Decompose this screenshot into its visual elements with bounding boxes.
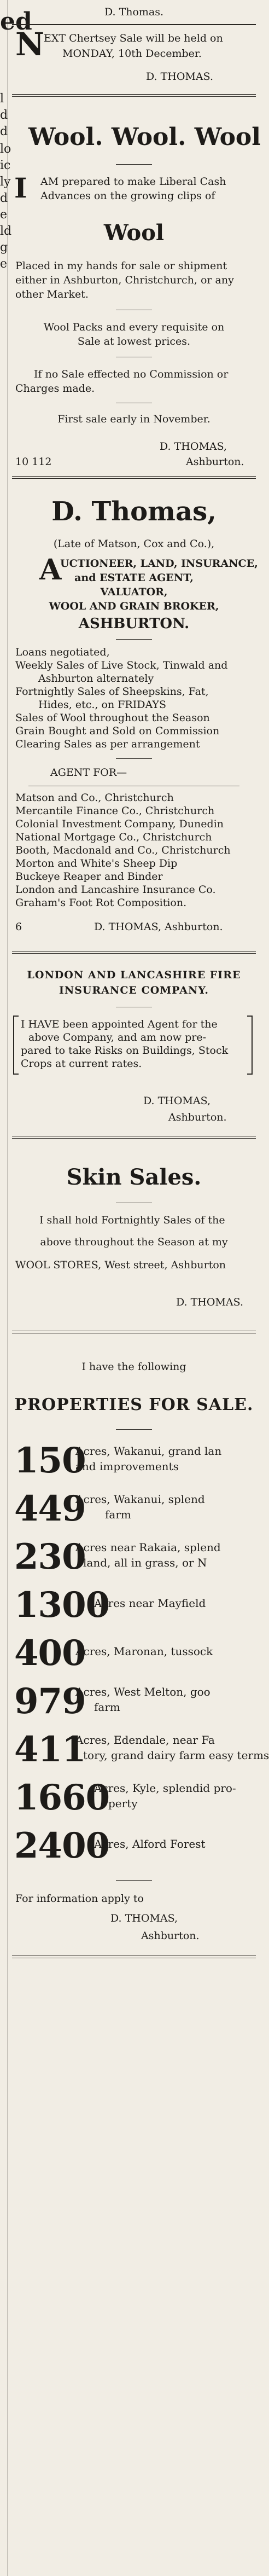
signature: D. THOMAS, <box>143 1095 211 1107</box>
signature: D. THOMAS, <box>160 440 227 452</box>
service-line: Clearing Sales as per arrangement <box>15 738 200 750</box>
property-desc: land, all in grass, or N <box>83 1556 207 1569</box>
notice-line: MONDAY, 10th December. <box>62 48 202 60</box>
ad-text-line: (Late of Matson, Cox and Co.), <box>53 538 215 550</box>
left-fragment: g <box>0 241 8 254</box>
ad-text-line: I shall hold Fortnightly Sales of the <box>39 1214 225 1226</box>
property-acres: 979 <box>14 1681 86 1722</box>
agency-line: Buckeye Reaper and Binder <box>15 871 163 883</box>
ad-text-line: either in Ashburton, Christchurch, or any <box>15 274 234 286</box>
divider <box>12 476 256 479</box>
ad-headline: Wool. Wool. Wool <box>28 123 261 151</box>
ad-text-line: Advances on the growing clips of <box>40 190 215 202</box>
agency-line: London and Lancashire Insurance Co. <box>15 884 216 896</box>
divider <box>12 1956 256 1958</box>
ad-text-line: Placed in my hands for sale or shipment <box>15 260 227 272</box>
property-acres: 449 <box>14 1488 86 1529</box>
property-listing <box>12 1776 256 1820</box>
ad-text-line: AM prepared to make Liberal Cash <box>40 176 226 188</box>
property-listing <box>12 1680 256 1724</box>
service-line: Weekly Sales of Live Stock, Tinwald and <box>15 659 228 671</box>
property-desc: Acres, Wakanui, splend <box>75 1493 205 1506</box>
property-listing <box>12 1824 256 1868</box>
ad-text-line: Crops at current rates. <box>21 1058 142 1070</box>
notice-line: EXT Chertsey Sale will be held on <box>44 32 223 44</box>
agency-line: National Mortgage Co., Christchurch <box>15 831 212 843</box>
property-acres: 2400 <box>14 1825 110 1866</box>
short-rule <box>116 164 152 165</box>
divider <box>12 951 256 954</box>
ad-headline: Skin Sales. <box>66 1164 202 1190</box>
property-desc: Acres, Maronan, tussock <box>75 1645 213 1658</box>
service-line: Sales of Wool throughout the Season <box>15 712 210 724</box>
left-fragment: d <box>0 192 8 205</box>
bracket <box>13 1016 19 1075</box>
property-desc: and improvements <box>75 1460 179 1473</box>
signature: D. THOMAS, <box>110 1912 178 1924</box>
ad-headline: LONDON AND LANCASHIRE FIRE <box>27 969 241 981</box>
property-listing <box>12 1535 256 1579</box>
service-line: Loans negotiated, <box>15 646 110 658</box>
agency-line: Graham's Foot Rot Composition. <box>15 897 187 909</box>
ad-place: Ashburton. <box>186 456 244 468</box>
property-acres: 1660 <box>14 1777 110 1818</box>
short-rule <box>116 1429 152 1430</box>
signature: D. THOMAS, Ashburton. <box>94 921 223 933</box>
property-desc: Acres, Edendale, near Fa <box>75 1733 215 1747</box>
property-desc: Acres near Rakaia, splend <box>75 1541 221 1554</box>
ad-headline: INSURANCE COMPANY. <box>59 984 209 996</box>
property-desc: perty <box>108 1797 138 1810</box>
ad-text-line: UCTIONEER, LAND, INSURANCE, <box>60 558 258 570</box>
advertisement-column <box>12 0 269 2576</box>
ad-text-line: I HAVE been appointed Agent for the <box>21 1018 218 1030</box>
left-fragment: l <box>0 92 4 106</box>
ad-place: Ashburton. <box>168 1111 227 1123</box>
property-desc: Acres near Mayfield <box>94 1597 206 1610</box>
ad-text-line: WOOL STORES, West street, Ashburton <box>15 1259 226 1271</box>
ad-text-line: I have the following <box>81 1361 186 1373</box>
divider <box>12 24 256 25</box>
service-line: Grain Bought and Sold on Commission <box>15 725 220 737</box>
signature: D. THOMAS. <box>146 71 214 83</box>
ad-text-line: above Company, and am now pre- <box>28 1031 206 1043</box>
left-fragment: lo <box>0 142 11 156</box>
ad-text-line: If no Sale effected no Commission or <box>34 368 229 380</box>
agency-line: Mercantile Finance Co., Christchurch <box>15 805 215 817</box>
dropcap: A <box>39 553 62 587</box>
agency-line: Matson and Co., Christchurch <box>15 792 174 804</box>
service-line: Hides, etc., on FRIDAYS <box>38 699 166 711</box>
property-acres: 400 <box>14 1633 86 1674</box>
agency-line: Colonial Investment Company, Dunedin <box>15 818 224 830</box>
property-desc: tory, grand dairy farm easy terms <box>83 1749 269 1762</box>
property-desc: farm <box>105 1508 131 1521</box>
property-listing <box>12 1583 256 1627</box>
ad-text-line: and ESTATE AGENT, <box>74 572 194 584</box>
ad-text-line: Wool Packs and every requisite on <box>43 321 225 333</box>
service-line: Fortnightly Sales of Sheepskins, Fat, <box>15 686 209 698</box>
property-listing <box>12 1439 256 1483</box>
ad-text-line: First sale early in November. <box>57 413 210 425</box>
left-fragment: ly <box>0 175 11 189</box>
short-rule <box>116 639 152 640</box>
property-acres: 150 <box>14 1440 86 1481</box>
left-fragment: ic <box>0 159 11 172</box>
ad-text-line: other Market. <box>15 288 89 300</box>
ad-text-line: Sale at lowest prices. <box>77 335 191 347</box>
ad-place: Ashburton. <box>141 1930 200 1942</box>
property-acres: 1300 <box>14 1585 110 1626</box>
left-fragment: d <box>0 108 8 122</box>
property-desc: Acres, Alford Forest <box>94 1837 206 1850</box>
left-fragment: e <box>0 208 8 222</box>
ad-text-line: For information apply to <box>15 1893 144 1905</box>
property-acres: 411 <box>14 1729 86 1770</box>
agent-for-label: AGENT FOR— <box>50 767 127 779</box>
property-acres: 230 <box>14 1536 86 1577</box>
bracket <box>247 1016 253 1075</box>
agency-line: Booth, Macdonald and Co., Christchurch <box>15 844 231 856</box>
top-signature: D. Thomas. <box>104 6 164 18</box>
property-listing <box>12 1728 269 1772</box>
property-desc: Acres, Wakanui, grand lan <box>75 1444 222 1458</box>
ad-text-line: WOOL AND GRAIN BROKER, <box>49 600 219 612</box>
ad-headline: D. Thomas, <box>51 496 217 527</box>
ad-ref-number: 6 <box>15 921 22 933</box>
property-listing <box>12 1632 256 1675</box>
property-desc: Acres, West Melton, goo <box>75 1685 210 1698</box>
divider <box>12 1136 256 1139</box>
property-desc: farm <box>94 1701 120 1714</box>
left-fragment: ld <box>0 224 12 238</box>
ad-text-line: pared to take Risks on Buildings, Stock <box>21 1045 229 1057</box>
left-fragment: e <box>0 257 8 271</box>
property-desc: Acres, Kyle, splendid pro- <box>94 1782 236 1795</box>
ad-ref-number: 10 112 <box>15 456 52 468</box>
ad-town: ASHBURTON. <box>78 616 190 632</box>
divider <box>12 94 256 97</box>
ad-text-line: VALUATOR, <box>100 586 168 598</box>
divider <box>12 1331 256 1333</box>
left-fragment: ed <box>0 8 32 36</box>
left-column-fragment <box>0 0 32 2576</box>
ad-headline: PROPERTIES FOR SALE. <box>14 1395 254 1414</box>
dropcap: I <box>14 172 27 204</box>
agency-line: Morton and White's Sheep Dip <box>15 857 178 869</box>
dropcap: N <box>15 26 45 63</box>
property-listing <box>12 1487 256 1531</box>
ad-subhead: Wool <box>103 220 165 246</box>
ad-text-line: above throughout the Season at my <box>40 1236 228 1248</box>
short-rule <box>116 1880 152 1881</box>
left-fragment: d <box>0 125 8 138</box>
signature: D. THOMAS. <box>176 1296 244 1308</box>
ad-text-line: Charges made. <box>15 382 95 394</box>
short-rule <box>116 758 152 759</box>
service-line: Ashburton alternately <box>38 672 154 684</box>
